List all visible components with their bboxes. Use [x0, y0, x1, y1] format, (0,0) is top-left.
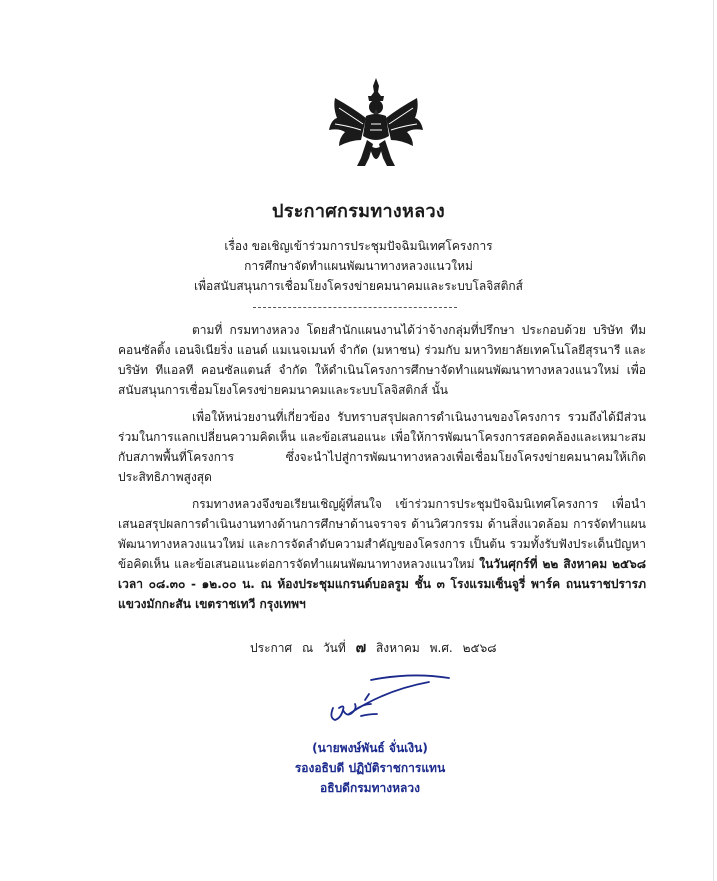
paragraph-1-text: ตามที่ กรมทางหลวง โดยสำนักแผนงานได้ว่าจ้างกลุ่มที่ปรึกษา ประกอบด้วย บริษัท ทีม คอนซัลติ้ง เอนจิเนียริ่ง แอนด์ แมเนจเมนท์ จำกัด (มหาชน) ร่วมกับ มหาวิทยาลัยเทคโนโลยีสุรนารี และบริษัท ทีแอลที คอนซัลแตนส์ จำกัด ให้ดำเนินโครงการศึกษาจัดทำแผนพัฒนาทางหลวงแนวใหม่ เพื่อสนับสนุนการเชื่อมโยงโครงข่ายคมนาคมและระบบโลจิสติกส์ นั้น [118, 323, 646, 397]
announce-year-label: พ.ศ. [429, 641, 453, 655]
announcement-date-line [250, 637, 496, 659]
handwritten-signature-icon [325, 674, 453, 730]
signer-block [260, 738, 480, 798]
paragraph-background [118, 320, 646, 400]
subject-line: เพื่อสนับสนุนการเชื่อมโยงโครงข่ายคมนาคมและระบบโลจิสติกส์ [193, 279, 523, 293]
signer-org: อธิบดีกรมทางหลวง [320, 781, 420, 795]
meeting-details: ในวันศุกร์ที่ ๒๒ สิงหาคม ๒๕๖๘ เวลา ๐๘.๓๐ - ๑๒.๐๐ น. ณ ห้องประชุมแกรนด์บอลรูม ชั้น ๓ โรงแรมเซ็นจูรี่ พาร์ค ถนนราชปรารภ แขวงมักกะสัน เขตราชเทวี กรุงเทพฯ [118, 557, 646, 611]
paragraph-invitation [118, 494, 646, 614]
garuda-emblem-icon [323, 74, 429, 180]
subject-line: การศึกษาจัดทำแผนพัฒนาทางหลวงแนวใหม่ [244, 259, 473, 273]
dashed-divider [253, 307, 457, 308]
subject-block [0, 236, 717, 296]
announcement-title: ประกาศกรมทางหลวง [272, 201, 445, 222]
signer-position: รองอธิบดี ปฏิบัติราชการแทน [294, 761, 446, 775]
announce-year: ๒๕๖๘ [462, 641, 497, 655]
announce-month: สิงหาคม [375, 641, 420, 655]
announce-at: ณ [301, 641, 314, 655]
paragraph-3-text: กรมทางหลวงจึงขอเรียนเชิญผู้ที่สนใจ เข้าร่วมการประชุมปัจฉิมนิเทศโครงการ เพื่อนำเสนอสรุปผลการดำเนินงานทางด้านการศึกษาด้านจราจร ด้านวิศวกรรม ด้านสิ่งแวดล้อม การจัดทำแผนพัฒนาทางหลวงแนวใหม่ และการจัดลำดับความสำคัญของโครงการ เป็นต้น รวมทั้งรับฟังประเด็นปัญหาข้อคิดเห็น และข้อเสนอแนะต่อการจัดทำแผนพัฒนาทางหลวงแนวใหม่ [118, 497, 646, 571]
paragraph-purpose [118, 407, 646, 487]
subject-line: เรื่อง ขอเชิญเข้าร่วมการประชุมปัจฉิมนิเทศโครงการ [224, 239, 493, 253]
signer-name: (นายพงษ์พันธ์ จั่นเงิน) [312, 741, 428, 755]
announce-day: ๗ [355, 640, 367, 656]
paragraph-2-text: เพื่อให้หน่วยงานที่เกี่ยวข้อง รับทราบสรุปผลการดำเนินงานของโครงการ รวมถึงได้มีส่วนร่วมในการแลกเปลี่ยนความคิดเห็น และข้อเสนอแนะ เพื่อให้การพัฒนาโครงการสอดคล้องและเหมาะสมกับสภาพพื้นที่โครงการ ซึ่งจะนำไปสู่การพัฒนาทางหลวงเพื่อเชื่อมโยงโครงข่ายคมนาคมให้เกิดประสิทธิภาพสูงสุด [118, 410, 646, 484]
announce-day-label: วันที่ [322, 641, 346, 655]
announce-prefix: ประกาศ [250, 641, 293, 655]
